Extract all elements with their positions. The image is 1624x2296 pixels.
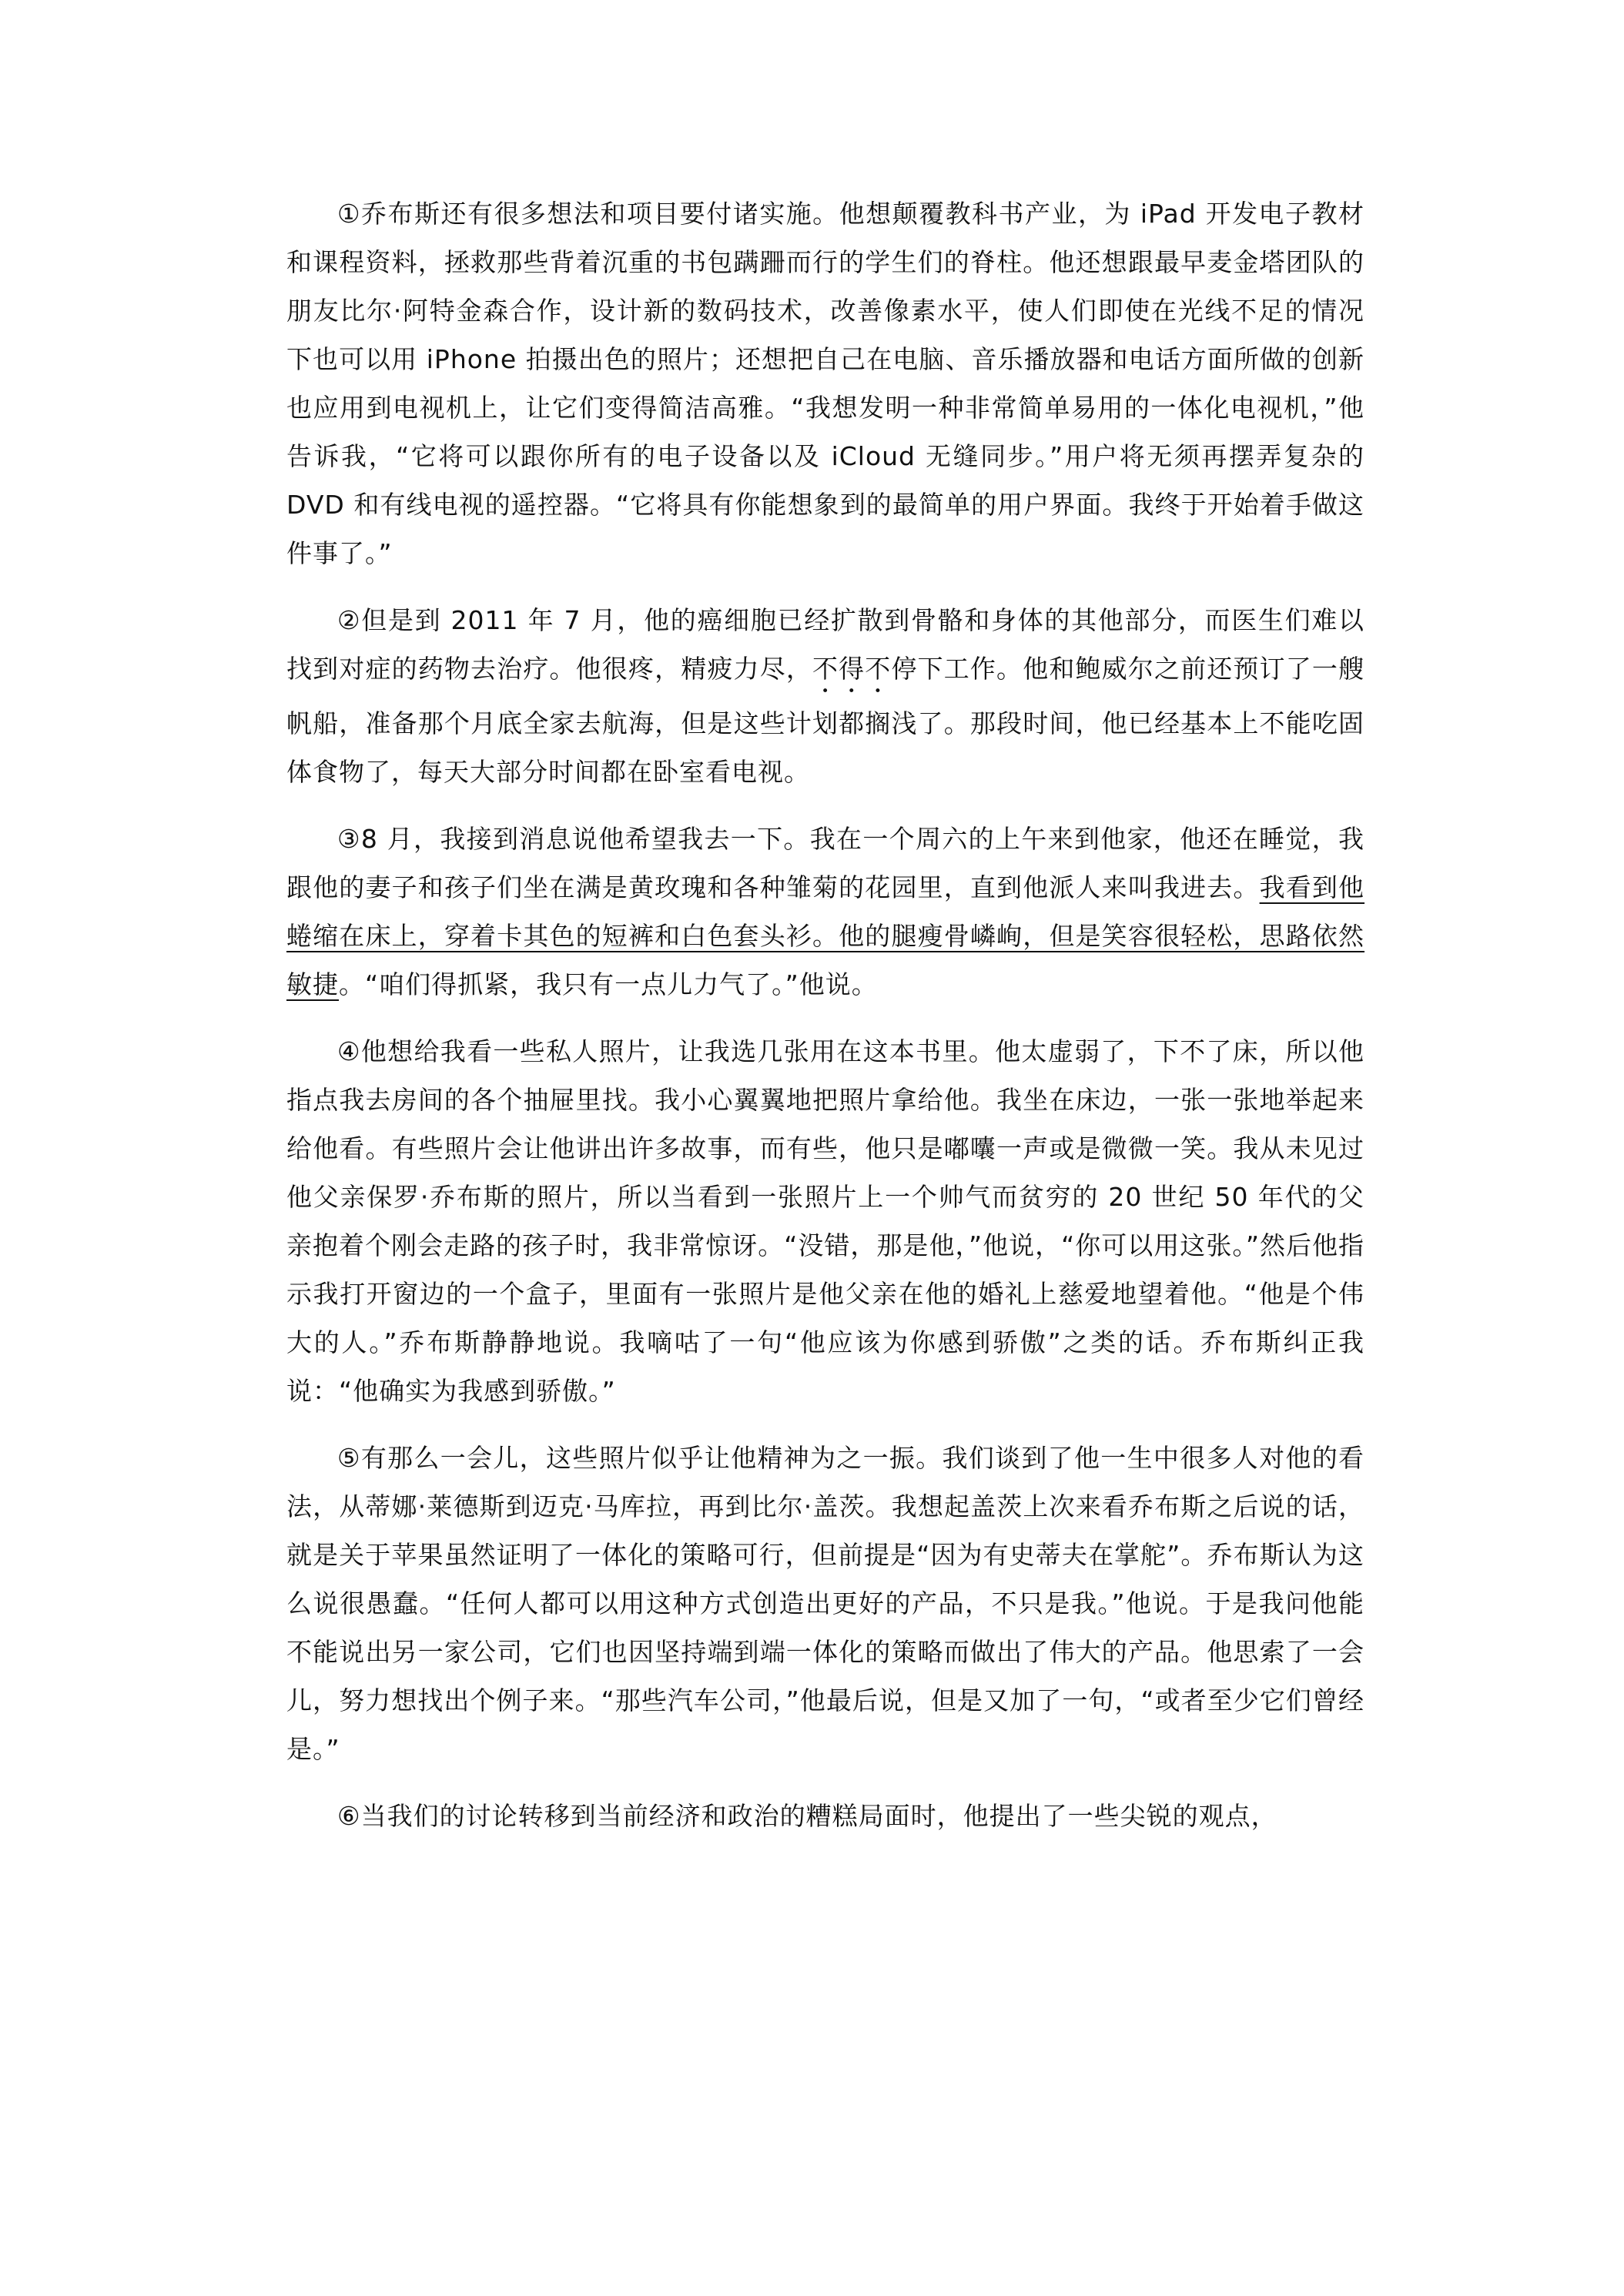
paragraph-2	[286, 596, 1364, 796]
paragraph-4	[286, 1027, 1364, 1415]
paragraph-4-text: ④他想给我看一些私人照片，让我选几张用在这本书里。他太虚弱了，下不了床，所以他指点我去房间的各个抽屉里找。我小心翼翼地把照片拿给他。我坐在床边，一张一张地举起来给他看。有些照片会让他讲出许多故事，而有些，他只是嘟囔一声或是微微一笑。我从未见过他父亲保罗·乔布斯的照片，所以当看到一张照片上一个帅气而贫穷的 20 世纪 50 年代的父亲抱着个刚会走路的孩子时，我非常惊讶。“没错，那是他，”他说，“你可以用这张。”然后他指示我打开窗边的一个盒子，里面有一张照片是他父亲在他的婚礼上慈爱地望着他。“他是个伟大的人。”乔布斯静静地说。我嘀咕了一句“他应该为你感到骄傲”之类的话。乔布斯纠正我说：“他确实为我感到骄傲。”	[286, 1036, 1364, 1406]
paragraph-2-text-a: ②但是到 2011 年 7 月，他的癌细胞已经扩散到骨骼和身体的其他部分，而医生们难以找到对症的药物去治疗。他很疼，精疲力尽，	[286, 605, 1364, 684]
paragraph-6-text: ⑥当我们的讨论转移到当前经济和政治的糟糕局面时，他提出了一些尖锐的观点，	[337, 1801, 1277, 1831]
paragraph-5	[286, 1434, 1364, 1773]
paragraph-3-text-b: 。“咱们得抓紧，我只有一点儿力气了。”他说。	[339, 969, 878, 999]
paragraph-3	[286, 815, 1364, 1009]
underlined-sentence: 我看到他蜷缩在床上，穿着卡其色的短裤和白色套头衫。他的腿瘦骨嶙峋，但是笑容很轻松，思路依然敏捷	[286, 872, 1365, 999]
emphasized-phrase: 不得不	[812, 654, 892, 684]
paragraph-1-text: ①乔布斯还有很多想法和项目要付诸实施。他想颠覆教科书产业，为 iPad 开发电子教材和课程资料，拯救那些背着沉重的书包蹒跚而行的学生们的脊柱。他还想跟最早麦金塔团队的朋友比尔·阿特金森合作，设计新的数码技术，改善像素水平，使人们即使在光线不足的情况下也可以用 iPhone 拍摄出色的照片；还想把自己在电脑、音乐播放器和电话方面所做的创新也应用到电视机上，让它们变得简洁高雅。“我想发明一种非常简单易用的一体化电视机，”他告诉我，“它将可以跟你所有的电子设备以及 iCloud 无缝同步。”用户将无须再摆弄复杂的 DVD 和有线电视的遥控器。“它将具有你能想象到的最简单的用户界面。我终于开始着手做这件事了。”	[286, 199, 1364, 568]
paragraph-2-text-b: 停下工作。他和鲍威尔之前还预订了一艘帆船，准备那个月底全家去航海，但是这些计划都搁浅了。那段时间，他已经基本上不能吃固体食物了，每天大部分时间都在卧室看电视。	[286, 654, 1365, 787]
article-body	[286, 189, 1364, 1859]
paragraph-3-text-a: ③8 月，我接到消息说他希望我去一下。我在一个周六的上午来到他家，他还在睡觉，我跟他的妻子和孩子们坐在满是黄玫瑰和各种雏菊的花园里，直到他派人来叫我进去。	[286, 824, 1364, 902]
paragraph-1	[286, 189, 1364, 577]
paragraph-6	[286, 1792, 1364, 1840]
paragraph-5-text: ⑤有那么一会儿，这些照片似乎让他精神为之一振。我们谈到了他一生中很多人对他的看法，从蒂娜·莱德斯到迈克·马库拉，再到比尔·盖茨。我想起盖茨上次来看乔布斯之后说的话，就是关于苹果虽然证明了一体化的策略可行，但前提是“因为有史蒂夫在掌舵”。乔布斯认为这么说很愚蠢。“任何人都可以用这种方式创造出更好的产品，不只是我。”他说。于是我问他能不能说出另一家公司，它们也因坚持端到端一体化的策略而做出了伟大的产品。他思索了一会儿，努力想找出个例子来。“那些汽车公司，”他最后说，但是又加了一句，“或者至少它们曾经是。”	[286, 1443, 1364, 1764]
